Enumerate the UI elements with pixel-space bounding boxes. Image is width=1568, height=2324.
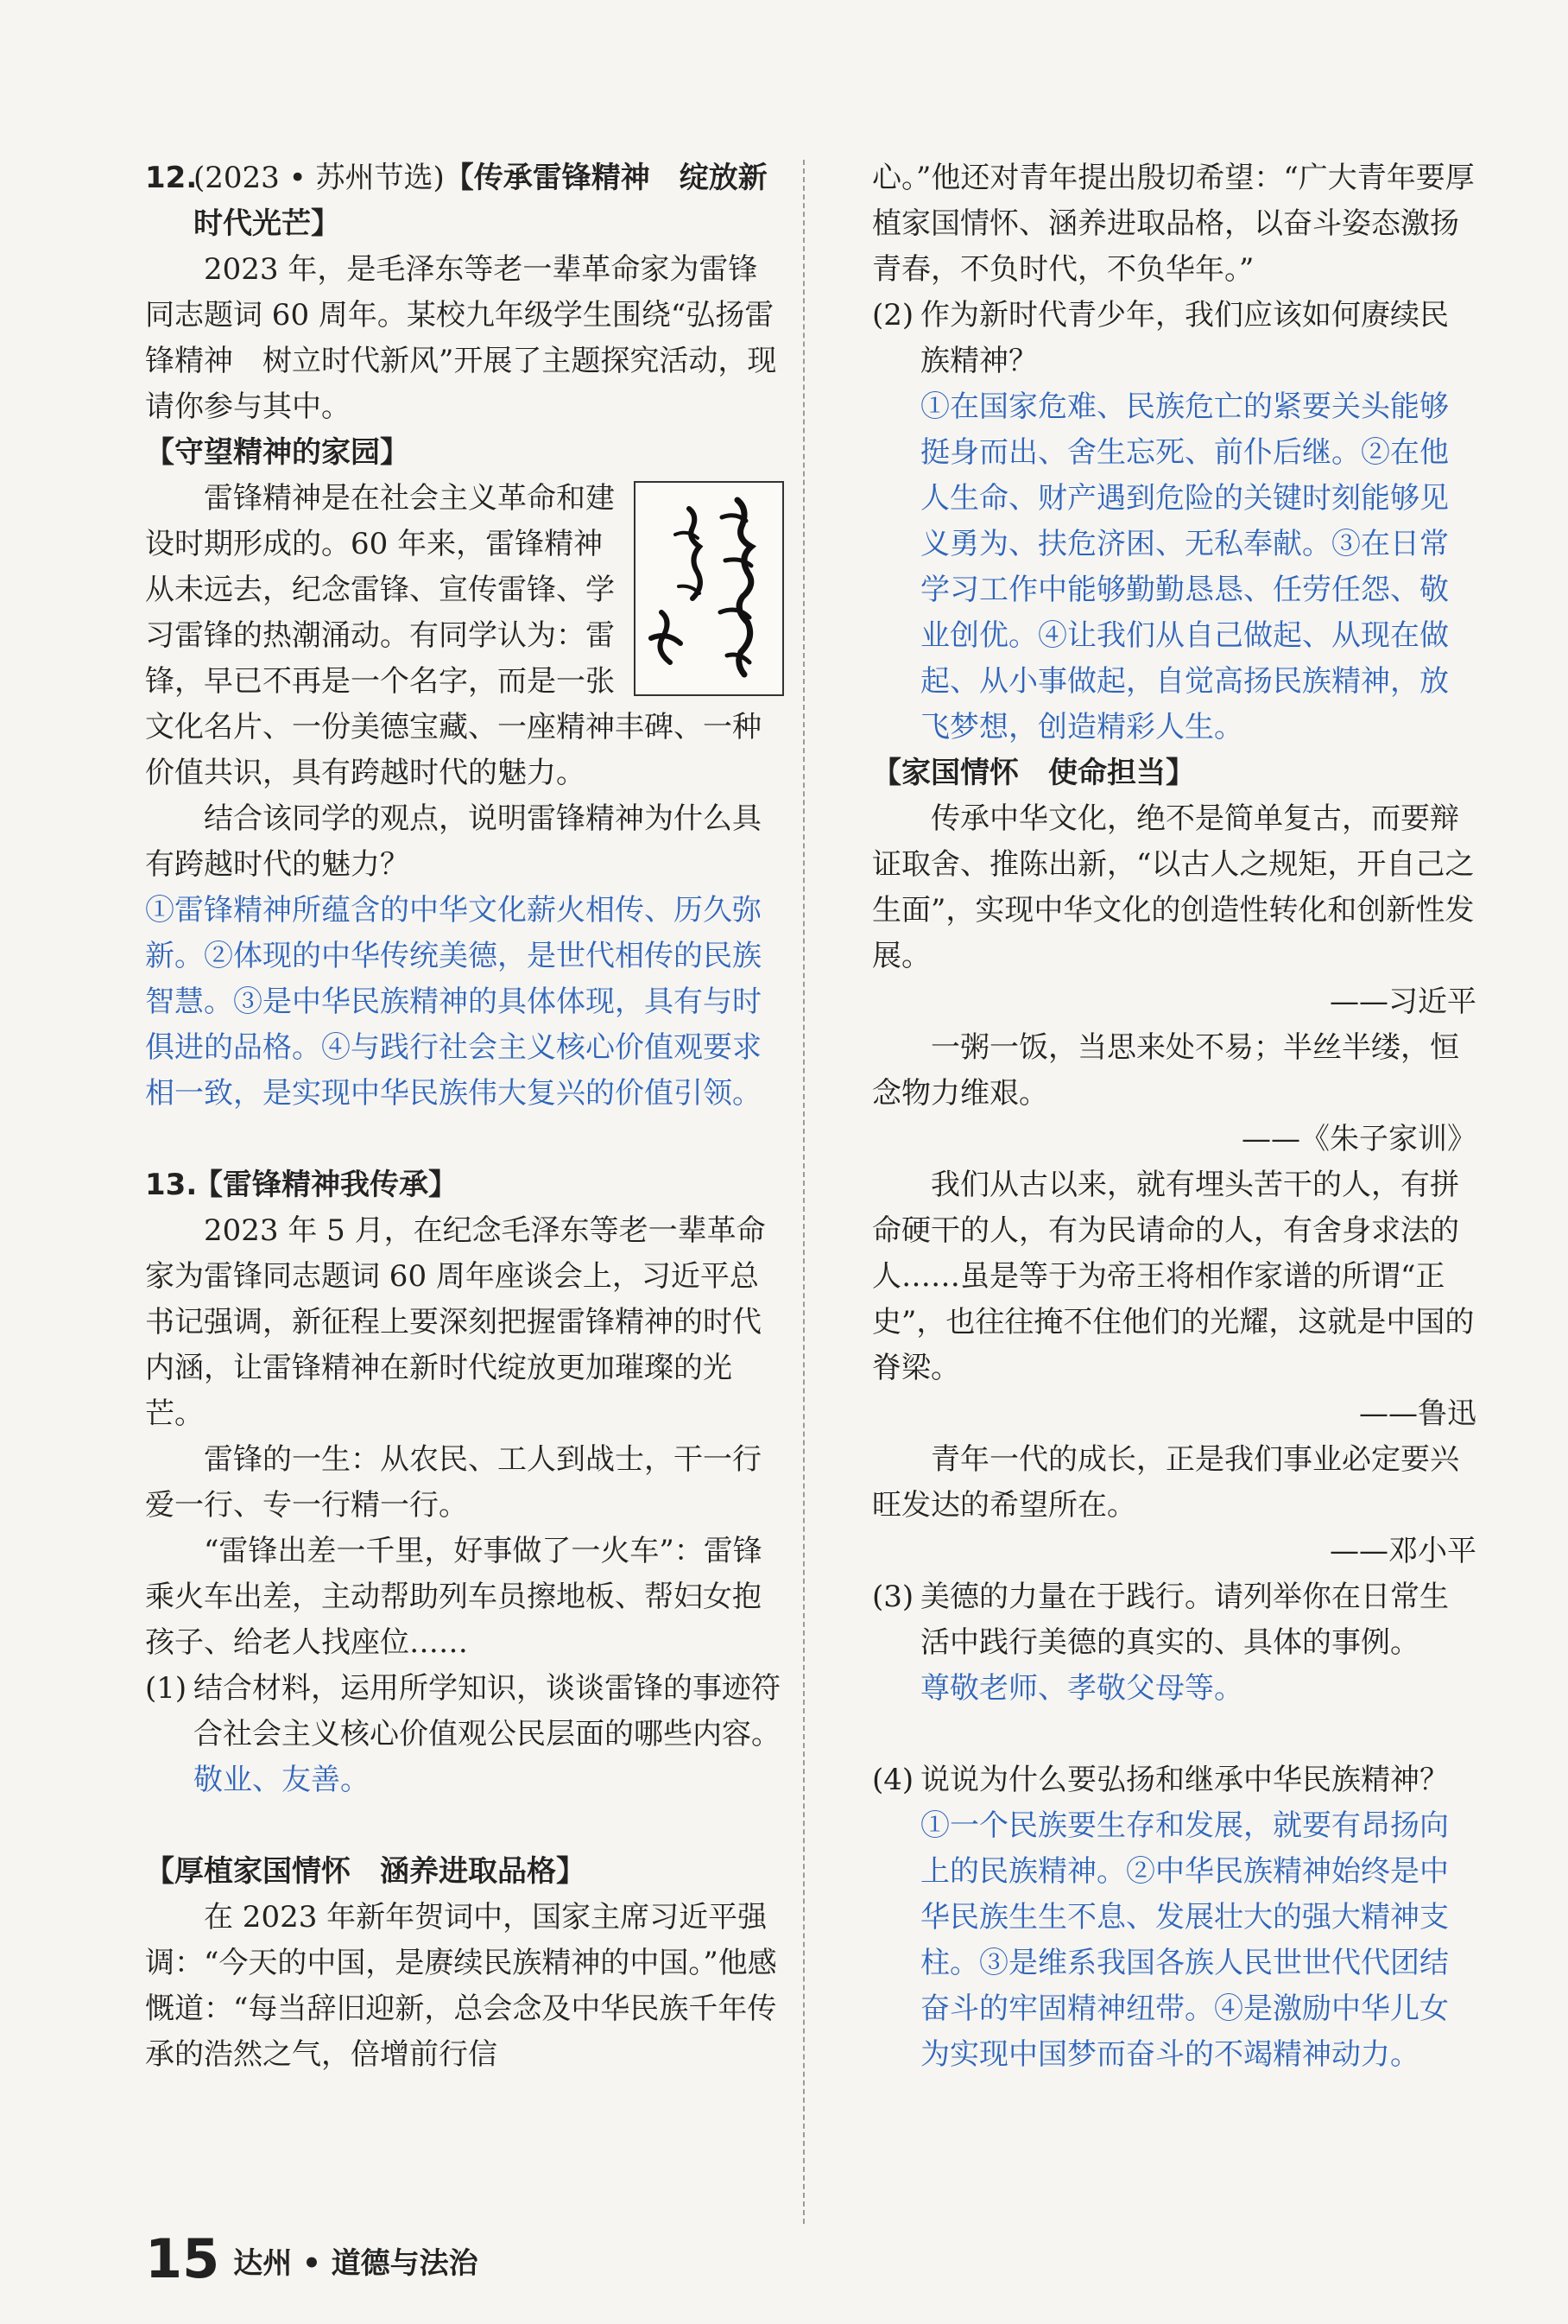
calligraphy-inscription-icon [635, 483, 782, 694]
sub2-answer: ①在国家危难、民族危亡的紧要关头能够挺身而出、舍生忘死、前仆后继。②在他人生命、财产遇到危险的关键时刻能够见义勇为、扶危济困、无私奉献。③在日常学习工作中能够勤勤恳恳、任劳任怨、敬业创优。④让我们从自己做起、从现在做起、从小事做起，自觉高扬民族精神，放飞梦想，创造精彩人生。 [920, 389, 1449, 744]
q13-material-2: 雷锋的一生：从农民、工人到战士，干一行爱一行、专一行精一行。 [145, 1442, 762, 1523]
q12-material: 雷锋精神是在社会主义革命和建设时期形成的。60 年来，雷锋精神从未远去，纪念雷锋、宣传雷锋、学习雷锋的热潮涌动。有同学认为：雷锋，早已不再是一个名字，而是一张文化名片、一份美德宝藏、一座精神丰碑、一种价值共识，具有跨越时代的魅力。 [145, 481, 762, 790]
q12-material-block [145, 476, 784, 796]
sub4-mark: (4) [872, 1763, 914, 1797]
q12-answer: ①雷锋精神所蕴含的中华文化薪火相传、历久弥新。②体现的中华传统美德，是世代相传的民族智慧。③是中华民族精神的具体体现，具有与时俱进的品格。④与践行社会主义核心价值观要求相一致，是实现中华民族伟大复兴的价值引领。 [145, 893, 762, 1111]
quote-4-author: ——邓小平 [1330, 1534, 1476, 1568]
sub1-mark: (1) [145, 1671, 187, 1706]
sub4-question: 说说为什么要弘扬和继承中华民族精神？ [920, 1763, 1449, 1797]
sub1-answer: 敬业、友善。 [193, 1763, 370, 1797]
section-heading-3: 【家国情怀 使命担当】 [872, 756, 1195, 790]
q13-heading [145, 1162, 784, 1208]
footer-title: 达州 • 道德与法治 [233, 2246, 478, 2281]
q13-sub4 [872, 1757, 1476, 1803]
quote-1-author: ——习近平 [1330, 985, 1476, 1019]
q12-question: 结合该同学的观点，说明雷锋精神为什么具有跨越时代的魅力？ [145, 801, 762, 882]
sub3-answer: 尊敬老师、孝敬父母等。 [920, 1671, 1243, 1706]
q13-material-1: 2023 年 5 月，在纪念毛泽东等老一辈革命家为雷锋同志题词 60 周年座谈会上，习近平总书记强调，新征程上要深刻把握雷锋精神的时代内涵，让雷锋精神在新时代绽放更加璀璨的光芒。 [145, 1213, 766, 1431]
q12-intro: 2023 年，是毛泽东等老一辈革命家为雷锋同志题词 60 周年。某校九年级学生围绕“弘扬雷锋精神 树立时代新风”开展了主题探究活动，现请你参与其中。 [145, 252, 777, 424]
q13-material-3: “雷锋出差一千里，好事做了一火车”：雷锋乘火车出差，主动帮助列车员擦地板、帮妇女抱孩子、给老人找座位…… [145, 1534, 762, 1660]
q12-number: 12. [145, 161, 198, 195]
sub3-question: 美德的力量在于践行。请列举你在日常生活中践行美德的真实的、具体的事例。 [920, 1580, 1449, 1660]
quote-4: 青年一代的成长，正是我们事业必定要兴旺发达的希望所在。 [872, 1442, 1459, 1523]
q12-heading [145, 155, 784, 247]
q13-sub1 [145, 1666, 784, 1757]
q13-number: 13. [145, 1168, 198, 1202]
column-divider [803, 160, 805, 2224]
quote-3: 我们从古以来，就有埋头苦干的人，有拼命硬干的人，有为民请命的人，有舍身求法的人……虽是等于为帝王将相作家谱的所谓“正史”，也往往掩不住他们的光耀，这就是中国的脊梁。 [872, 1168, 1475, 1385]
section-heading-2: 【厚植家国情怀 涵养进取品格】 [145, 1854, 585, 1889]
quote-3-author: ——鲁迅 [1359, 1396, 1476, 1431]
sub3-mark: (3) [872, 1580, 914, 1614]
sub4-answer: ①一个民族要生存和发展，就要有昂扬向上的民族精神。②中华民族精神始终是中华民族生生不息、发展壮大的强大精神支柱。③是维系我国各族人民世世代代团结奋斗的牢固精神纽带。④是激励中华儿女为实现中国梦而奋斗的不竭精神动力。 [920, 1808, 1449, 2072]
page-number: 15 [145, 2227, 220, 2290]
section-heading-1: 【守望精神的家园】 [145, 435, 409, 470]
sub2-question: 作为新时代青少年，我们应该如何赓续民族精神？ [920, 298, 1449, 378]
quote-1: 传承中华文化，绝不是简单复古，而要辩证取舍、推陈出新，“以古人之规矩，开自己之生面”，实现中华文化的创造性转化和创新性发展。 [872, 801, 1475, 973]
q12-source: (2023 • 苏州节选) [193, 161, 445, 195]
quote-2: 一粥一饭，当思来处不易；半丝半缕，恒念物力维艰。 [872, 1030, 1459, 1111]
q13-title: 【雷锋精神我传承】 [193, 1168, 458, 1202]
page-footer [145, 2227, 478, 2290]
calligraphy-image [634, 481, 784, 696]
left-column [145, 155, 784, 2078]
q13-material-4-end: 心。”他还对青年提出殷切希望：“广大青年要厚植家国情怀、涵养进取品格，以奋斗姿态激扬青春，不负时代，不负华年。” [872, 161, 1475, 287]
q13-sub3 [872, 1574, 1476, 1666]
q13-sub2 [872, 293, 1476, 384]
quote-2-author: ——《朱子家训》 [1242, 1122, 1476, 1156]
right-column [872, 155, 1476, 2078]
sub1-question: 结合材料，运用所学知识，谈谈雷锋的事迹符合社会主义核心价值观公民层面的哪些内容。 [193, 1671, 781, 1751]
sub2-mark: (2) [872, 298, 914, 332]
q13-material-4-start: 在 2023 年新年贺词中，国家主席习近平强调：“今天的中国，是赓续民族精神的中国。”他感慨道：“每当辞旧迎新，总会念及中华民族千年传承的浩然之气，倍增前行信 [145, 1900, 777, 2072]
q12-title: 【传承雷锋精神 绽放新时代光芒】 [193, 161, 768, 241]
